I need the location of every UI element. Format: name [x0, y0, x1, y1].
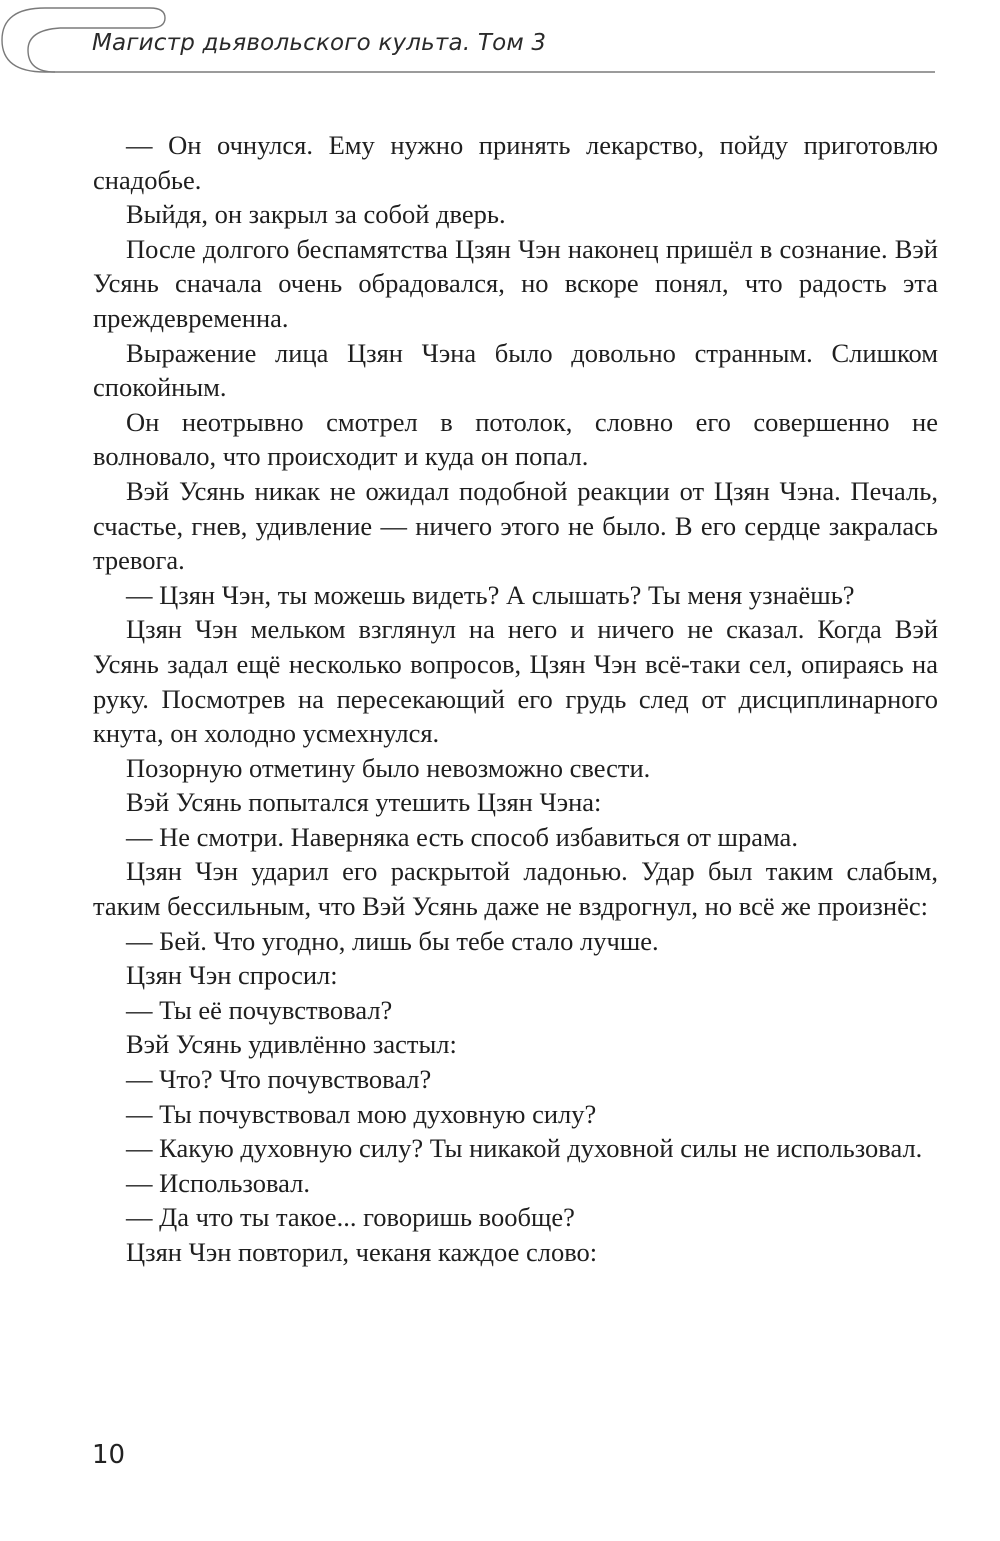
paragraph: — Бей. Что угодно, лишь бы тебе стало лучше. — [126, 925, 659, 956]
running-header — [0, 0, 1000, 80]
paragraph: Цзян Чэн повторил, чеканя каждое слово: — [126, 1237, 598, 1267]
paragraph: Цзян Чэн мельком взглянул на него и ничего не сказал. Когда Вэй Усянь задал ещё несколько вопросов, Цзян Чэн всё-таки сел, опираясь на руку. Посмотрев на пересекающий его грудь след от дисциплинарного кнута, он холодно усмехнулся. — [93, 614, 938, 749]
page-number: 10 — [92, 1440, 126, 1470]
paragraph: — Да что ты такое... говоришь вообще? — [126, 1202, 575, 1233]
paragraph: — Что? Что почувствовал? — [126, 1064, 432, 1095]
paragraph: Цзян Чэн ударил его раскрытой ладонью. Удар был таким слабым, таким бессильным, что Вэй Усянь даже не вздрогнул, но всё же произнёс: — [93, 856, 938, 922]
paragraph: Вэй Усянь удивлённо застыл: — [126, 1029, 457, 1060]
paragraph: После долгого беспамятства Цзян Чэн наконец пришёл в сознание. Вэй Усянь сначала очень обрадовался, но вскоре понял, что радость эта преждевременна. — [93, 233, 938, 333]
paragraph: — Какую духовную силу? Ты никакой духовной силы не использовал. — [126, 1133, 923, 1164]
paragraph: — Цзян Чэн, ты можешь видеть? А слышать? Ты меня узнаёшь? — [126, 579, 855, 610]
paragraph: — Не смотри. Наверняка есть способ избавиться от шрама. — [126, 821, 798, 852]
paragraph: Вэй Усянь попытался утешить Цзян Чэна: — [126, 787, 602, 818]
paragraph: — Ты почувствовал мою духовную силу? — [126, 1098, 597, 1129]
paragraph: Он неотрывно смотрел в потолок, словно его совершенно не волновало, что происходит и куда он попал. — [93, 406, 938, 472]
paragraph: — Он очнулся. Ему нужно принять лекарство, пойду приготовлю снадобье. — [93, 130, 938, 195]
paragraph: — Ты её почувствовал? — [126, 994, 393, 1025]
paragraph: — Использовал. — [126, 1167, 310, 1198]
running-title: Магистр дьявольского культа. Том 3 — [92, 30, 547, 56]
paragraph: Позорную отметину было невозможно свести. — [126, 752, 651, 783]
paragraph: Выйдя, он закрыл за собой дверь. — [126, 199, 506, 230]
body-text — [93, 128, 938, 1270]
paragraph: Цзян Чэн спросил: — [126, 960, 338, 991]
paragraph: Выражение лица Цзян Чэна было довольно странным. Слишком спокойным. — [93, 337, 938, 403]
paragraph: Вэй Усянь никак не ожидал подобной реакции от Цзян Чэна. Печаль, счастье, гнев, удивление — ничего этого не было. В его сердце закралась тревога. — [93, 475, 938, 576]
